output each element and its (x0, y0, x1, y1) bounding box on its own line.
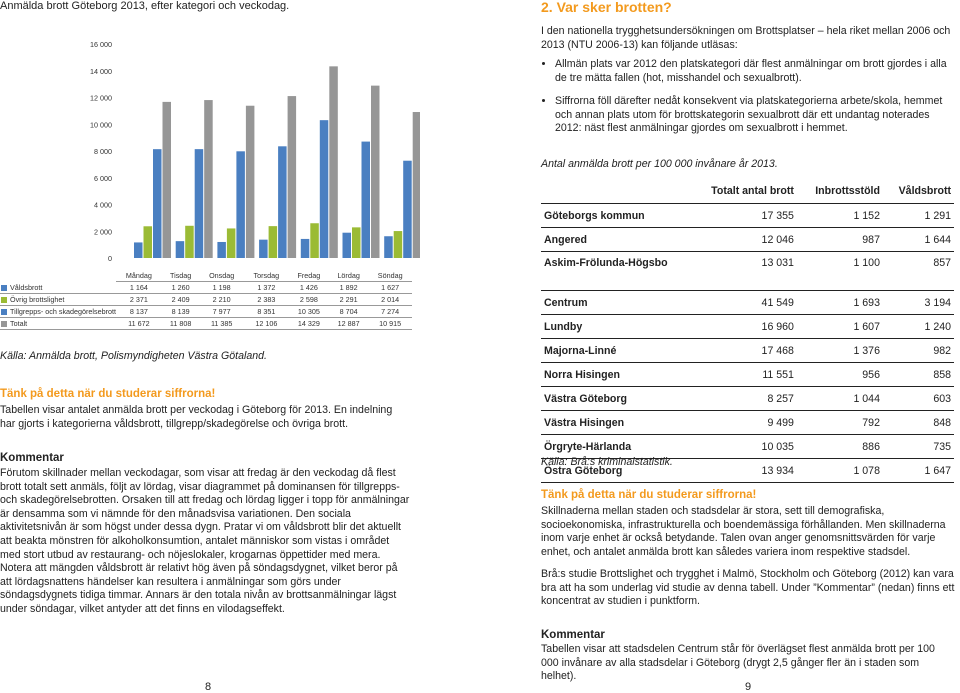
bar-övrig-brottslighet (227, 228, 236, 258)
bar-våldsbrott (176, 241, 185, 258)
row-value-cell: 1 240 (883, 315, 954, 339)
series-value: 11 808 (162, 318, 200, 330)
table-source: Källa: Brå:s kriminalstatistik. (541, 456, 673, 468)
row-value-cell: 17 355 (689, 204, 797, 228)
series-value: 8 704 (329, 306, 368, 318)
series-name: Våldsbrott (10, 282, 43, 292)
y-tick-label: 14 000 (90, 66, 112, 76)
right-think-heading: Tänk på detta när du studerar siffrorna! (541, 489, 757, 501)
page-number-left: 8 (205, 681, 212, 693)
row-value-cell: 1 376 (797, 339, 883, 363)
series-value: 2 409 (162, 294, 200, 306)
table-header-cell: Totalt antal brott (689, 179, 797, 204)
table-header-cell (541, 179, 689, 204)
chart-series-row (0, 294, 412, 306)
bullet-item: • Siffrorna föll därefter nedåt konsekvent via platskategorierna arbete/skola, hemmet och annan plats utom för brottskategorin sexualbrott där ett undantag noterades 2012: näst flest anmälningar gjordes om sexualbrott i hemmet. (555, 95, 955, 136)
series-value: 8 351 (244, 306, 289, 318)
chart-series-row (0, 318, 412, 330)
row-value-cell: 13 031 (689, 252, 797, 291)
row-name-cell: Centrum (541, 291, 689, 315)
y-tick-label: 10 000 (90, 120, 112, 130)
table-header-row (541, 179, 954, 204)
row-name-cell: Östra Göteborg (541, 459, 689, 483)
series-legend (0, 282, 116, 294)
chart-series-row (0, 282, 412, 294)
series-name: Övrig brottslighet (10, 295, 65, 304)
series-value: 1 198 (200, 282, 244, 294)
chart-series-row (0, 306, 412, 318)
row-value-cell: 1 693 (797, 291, 883, 315)
row-value-cell: 41 549 (689, 291, 797, 315)
category-label: Måndag (116, 270, 162, 282)
legend-swatch (1, 285, 7, 291)
category-label: Söndag (368, 270, 412, 282)
row-value-cell: 848 (883, 411, 954, 435)
row-value-cell: 1 644 (883, 228, 954, 252)
series-value: 1 372 (244, 282, 289, 294)
bar-tillgrepps-och-skadegörelsebrott (362, 142, 371, 258)
bar-övrig-brottslighet (144, 226, 153, 258)
row-name-cell: Västra Göteborg (541, 387, 689, 411)
y-tick-label: 2 000 (94, 227, 112, 237)
y-tick-label: 12 000 (90, 93, 112, 103)
bar-övrig-brottslighet (352, 227, 361, 258)
row-value-cell: 13 934 (689, 459, 797, 483)
bar-våldsbrott (301, 239, 310, 258)
bar-totalt (371, 86, 380, 258)
table-row (541, 315, 954, 339)
row-value-cell: 1 607 (797, 315, 883, 339)
y-tick-label: 8 000 (94, 147, 112, 156)
table-row (541, 204, 954, 228)
series-legend (0, 306, 116, 318)
bar-övrig-brottslighet (394, 231, 403, 258)
bar-totalt (163, 102, 172, 258)
row-value-cell: 603 (883, 387, 954, 411)
series-value: 2 210 (200, 294, 244, 306)
table-row (541, 435, 954, 459)
bar-tillgrepps-och-skadegörelsebrott (153, 149, 162, 258)
chart-title: Anmälda brott Göteborg 2013, efter kategori och veckodag. (0, 0, 290, 12)
series-value: 2 291 (329, 294, 368, 306)
bar-tillgrepps-och-skadegörelsebrott (320, 120, 329, 258)
bar-våldsbrott (217, 242, 226, 258)
series-value: 1 260 (162, 282, 200, 294)
row-name-cell: Majorna-Linné (541, 339, 689, 363)
chart-table-corner (0, 270, 116, 282)
bar-övrig-brottslighet (310, 223, 319, 258)
row-value-cell: 886 (797, 435, 883, 459)
row-name-cell: Göteborgs kommun (541, 204, 689, 228)
y-tick-label: 16 000 (90, 40, 112, 49)
bar-tillgrepps-och-skadegörelsebrott (278, 146, 287, 258)
series-value: 2 598 (289, 294, 329, 306)
bar-totalt (246, 106, 255, 258)
left-comment-heading: Kommentar (0, 452, 64, 464)
table-row (541, 252, 954, 291)
table-header-cell: Inbrottsstöld (797, 179, 883, 204)
legend-swatch (1, 321, 7, 327)
category-label: Fredag (289, 270, 329, 282)
bar-tillgrepps-och-skadegörelsebrott (236, 151, 245, 258)
legend-swatch (1, 297, 7, 303)
bar-våldsbrott (259, 240, 268, 258)
series-value: 7 977 (200, 306, 244, 318)
row-value-cell: 1 152 (797, 204, 883, 228)
series-value: 7 274 (368, 306, 412, 318)
row-value-cell: 1 044 (797, 387, 883, 411)
row-value-cell: 858 (883, 363, 954, 387)
bar-våldsbrott (384, 236, 393, 258)
category-label: Onsdag (200, 270, 244, 282)
series-value: 2 014 (368, 294, 412, 306)
bar-tillgrepps-och-skadegörelsebrott (403, 161, 412, 258)
series-legend (0, 294, 116, 306)
chart-table-header (0, 270, 412, 282)
series-value: 1 627 (368, 282, 412, 294)
row-name-cell: Angered (541, 228, 689, 252)
right-think-text-1: Skillnaderna mellan staden och stadsdelar är stora, sett till demografiska, socioekonomiska, infrastrukturella och boendemässiga förhållanden. Men skillnaderna inom varje enhet är också betydande. Talen ovan anger genomsnittsvärden för varje enhet, och antalet anmälda brott kan således variera inom respektive stadsdel. (541, 505, 946, 558)
left-comment-text: Förutom skillnader mellan veckodagar, som visar att fredag är den veckodag då flest brott totalt sett anmäls, följt av lördag, visar diagrammet på dominansen för tillgrepps- och skadegörelsebrotten. Orsaken till att fredag och lördag ligger i topp för anmälningar är densamma som vi nämnde för den månadsvisa variationen. Den sociala aktivitetsnivån är som högst under dessa dygn. Pratar vi om våldsbrott blir det aktuellt att beakta mönstren för alkoholkonsumtion, antalet människor som vistas i området med stort utbud av restaurang- och nöjeslokaler, krogarnas öppettider med mera. Notera att mängden våldsbrott är relativt hög även på söndagsdygnet, vilket beror på att lördagsnattens händelser kan resultera i anmälningar som görs under söndagsdygnets tidiga timmar. Annars är den totala nivån av brottsanmälningar lägst under söndagar, vilket antyder att det finns en vilodagseffekt. (0, 467, 410, 615)
row-value-cell: 735 (883, 435, 954, 459)
table-row (541, 411, 954, 435)
series-value: 14 329 (289, 318, 329, 330)
table-row (541, 387, 954, 411)
row-value-cell: 1 078 (797, 459, 883, 483)
series-value: 10 305 (289, 306, 329, 318)
series-value: 12 106 (244, 318, 289, 330)
series-value: 2 383 (244, 294, 289, 306)
right-comment-heading: Kommentar (541, 629, 605, 641)
y-tick-label: 0 (108, 254, 112, 263)
row-value-cell: 12 046 (689, 228, 797, 252)
category-label: Tisdag (162, 270, 200, 282)
row-value-cell: 9 499 (689, 411, 797, 435)
legend-swatch (1, 309, 7, 315)
table-header-cell: Våldsbrott (883, 179, 954, 204)
y-tick-label: 4 000 (94, 200, 112, 210)
bullet-item: • Allmän plats var 2012 den platskategori där flest anmälningar om brott gjordes i alla de tre mätta fallen (hot, misshandel och sexualbrott). (555, 58, 955, 85)
row-name-cell: Askim-Frölunda-Högsbo (541, 252, 689, 291)
bar-övrig-brottslighet (269, 226, 278, 258)
table-row (541, 363, 954, 387)
series-value: 12 887 (329, 318, 368, 330)
bar-våldsbrott (343, 233, 352, 258)
page-number-right: 9 (745, 681, 752, 693)
left-think-heading: Tänk på detta när du studerar siffrorna! (0, 388, 216, 400)
row-value-cell: 10 035 (689, 435, 797, 459)
bar-tillgrepps-och-skadegörelsebrott (195, 149, 204, 258)
bar-totalt (204, 100, 213, 258)
bar-våldsbrott (134, 242, 143, 258)
series-legend (0, 318, 116, 330)
row-value-cell: 1 291 (883, 204, 954, 228)
crime-table (541, 179, 954, 483)
row-name-cell: Norra Hisingen (541, 363, 689, 387)
bullet-list (541, 58, 955, 146)
series-value: 8 137 (116, 306, 162, 318)
series-value: 1 164 (116, 282, 162, 294)
section-heading: 2. Var sker brotten? (541, 0, 672, 15)
category-label: Torsdag (244, 270, 289, 282)
row-value-cell: 792 (797, 411, 883, 435)
series-value: 2 371 (116, 294, 162, 306)
y-tick-label: 6 000 (94, 173, 112, 183)
row-value-cell: 1 100 (797, 252, 883, 291)
row-value-cell: 982 (883, 339, 954, 363)
row-name-cell: Västra Hisingen (541, 411, 689, 435)
row-value-cell: 987 (797, 228, 883, 252)
bar-övrig-brottslighet (185, 226, 194, 258)
row-name-cell: Lundby (541, 315, 689, 339)
right-think-text-2: Brå:s studie Brottslighet och trygghet i Malmö, Stockholm och Göteborg (2012) kan vara bra att ha som underlag vid studie av denna tabell. Under ”Kommentar” (nedan) finns ett koncentrat av studien i punktform. (541, 568, 955, 608)
series-value: 10 915 (368, 318, 412, 330)
bar-totalt (413, 112, 420, 258)
series-name: Totalt (10, 319, 28, 328)
row-value-cell: 16 960 (689, 315, 797, 339)
series-value: 11 672 (116, 318, 162, 330)
row-value-cell: 11 551 (689, 363, 797, 387)
intro-text: I den nationella trygghetsundersökningen om Brottsplatser – hela riket mellan 2006 och 2013 (NTU 2006-13) kan följande utläsas: (541, 25, 951, 51)
bar-chart (0, 0, 420, 270)
chart-source: Källa: Anmälda brott, Polismyndigheten Västra Götaland. (0, 350, 267, 362)
series-value: 1 892 (329, 282, 368, 294)
series-name: Tillgrepps- och skadegörelsebrott (10, 307, 117, 316)
row-value-cell: 3 194 (883, 291, 954, 315)
bar-totalt (329, 66, 338, 258)
table-caption: Antal anmälda brott per 100 000 invånare år 2013. (541, 158, 778, 170)
row-value-cell: 1 647 (883, 459, 954, 483)
row-value-cell: 17 468 (689, 339, 797, 363)
right-comment-text: Tabellen visar att stadsdelen Centrum står för överlägset flest anmälda brott per 100 000 invånare av alla stadsdelar i Göteborg (drygt 2,5 gånger fler än i staden som helhet). (541, 643, 935, 683)
row-value-cell: 956 (797, 363, 883, 387)
row-name-cell: Örgryte-Härlanda (541, 435, 689, 459)
series-value: 8 139 (162, 306, 200, 318)
table-row (541, 291, 954, 315)
table-row (541, 228, 954, 252)
table-row (541, 339, 954, 363)
row-value-cell: 857 (883, 252, 954, 291)
chart-data-table (0, 270, 412, 330)
category-label: Lördag (329, 270, 368, 282)
left-think-text: Tabellen visar antalet anmälda brott per veckodag i Göteborg för 2013. En indelning har gjorts i kategorierna våldsbrott, tillgrepp/skadegörelse och övriga brott. (0, 404, 393, 430)
series-value: 11 385 (200, 318, 244, 330)
row-value-cell: 8 257 (689, 387, 797, 411)
bar-totalt (288, 96, 297, 258)
series-value: 1 426 (289, 282, 329, 294)
